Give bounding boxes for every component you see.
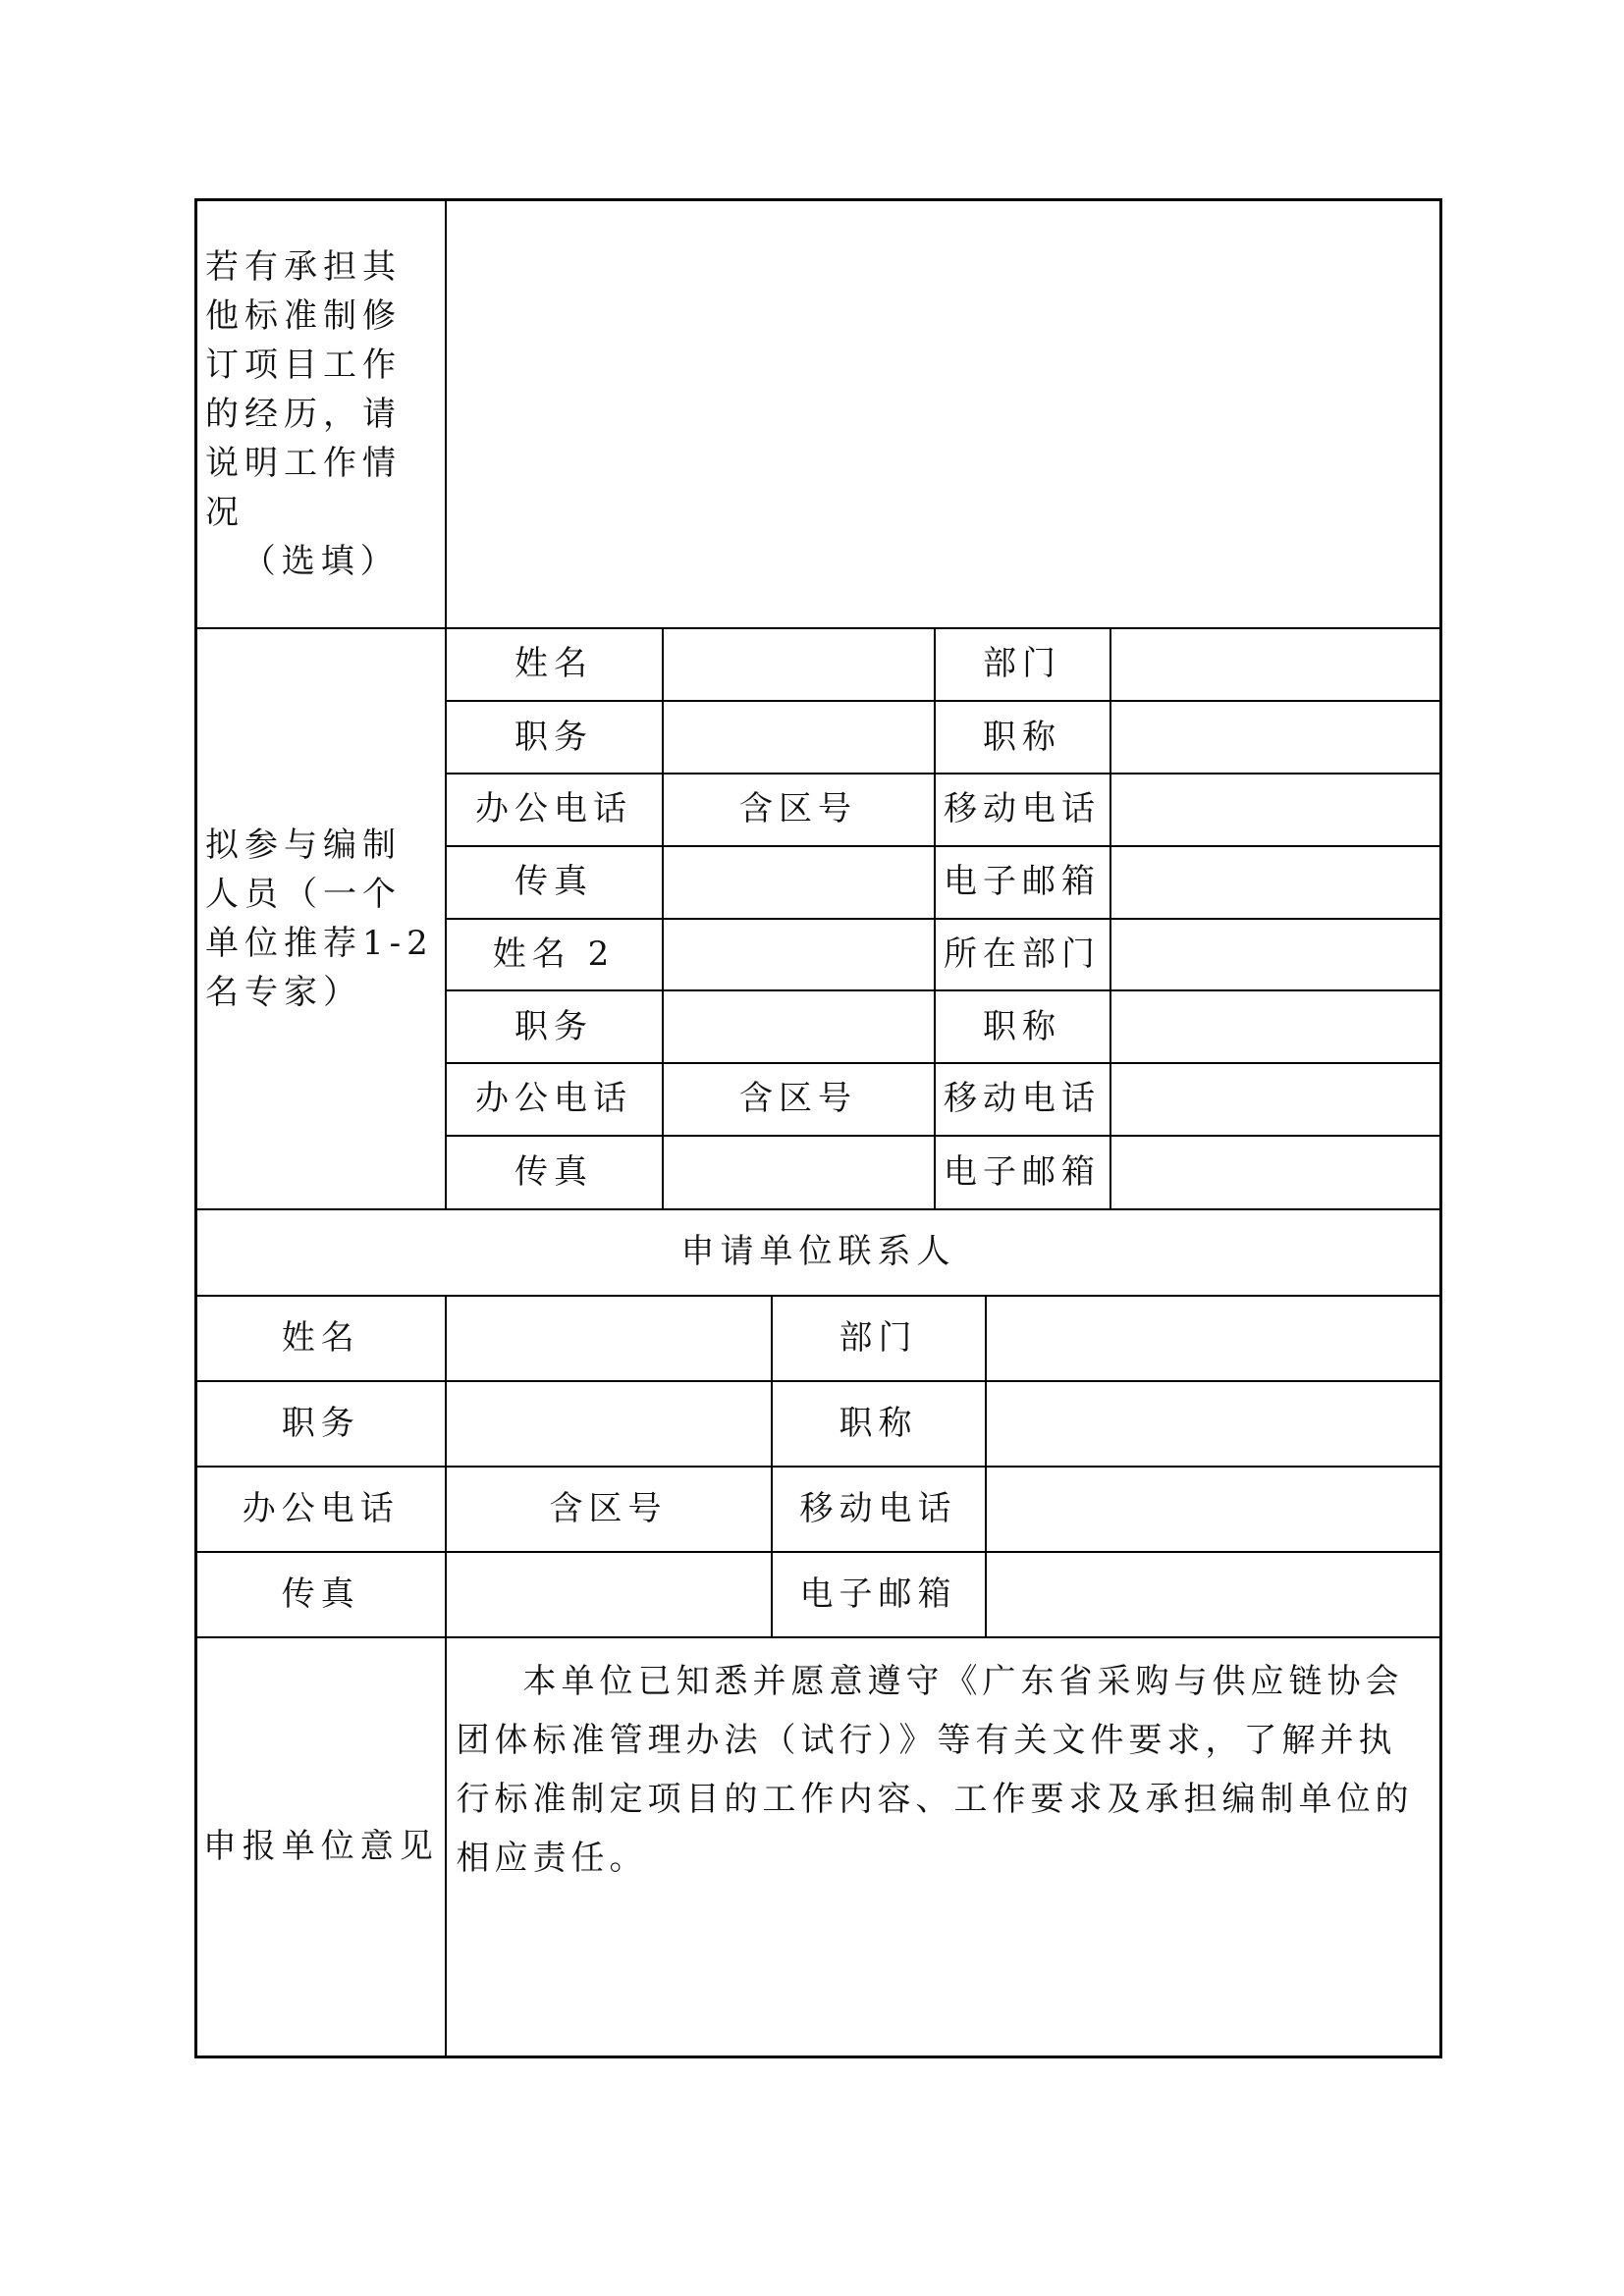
participant-row <box>447 629 1441 702</box>
participant-row <box>447 1136 1441 1208</box>
contact-title-row <box>196 1209 1441 1296</box>
experience-label-note: （选填） <box>242 541 400 581</box>
participant-office-phone-field[interactable]: 含区号 <box>663 774 935 846</box>
participant-email-2-label: 电子邮箱 <box>935 1136 1110 1208</box>
participant-mobile-label: 移动电话 <box>935 774 1110 846</box>
participant-fax-label: 传真 <box>447 846 663 919</box>
contact-mobile-label: 移动电话 <box>772 1467 986 1552</box>
contact-row <box>196 1381 1441 1467</box>
participant-fax-2-label: 传真 <box>447 1136 663 1208</box>
contact-row <box>196 1467 1441 1552</box>
application-form-table <box>194 198 1442 2058</box>
contact-fax-label: 传真 <box>196 1552 446 1637</box>
contact-position-field[interactable] <box>446 1381 772 1467</box>
participant-fax-2-field[interactable] <box>663 1136 935 1208</box>
contact-department-field[interactable] <box>986 1296 1441 1381</box>
participants-label-text: 拟参与编制人员（一个单位推荐1-2名专家） <box>205 825 434 1012</box>
experience-label-text: 若有承担其他标准制修订项目工作的经历，请说明工作情况 <box>205 246 402 532</box>
participant-row <box>447 990 1441 1063</box>
contact-office-phone-field[interactable]: 含区号 <box>446 1467 772 1552</box>
participant-office-phone-2-field[interactable]: 含区号 <box>663 1063 935 1136</box>
participants-grid-cell <box>446 628 1441 1209</box>
participant-row <box>447 1063 1441 1136</box>
contact-email-field[interactable] <box>986 1552 1441 1637</box>
experience-input-cell[interactable] <box>446 200 1441 628</box>
opinion-cell[interactable] <box>446 1637 1441 2057</box>
participant-email-label: 电子邮箱 <box>935 846 1110 919</box>
participant-mobile-field[interactable] <box>1110 774 1441 846</box>
participant-email-2-field[interactable] <box>1110 1136 1441 1208</box>
contact-title-field[interactable] <box>986 1381 1441 1467</box>
participant-title-2-field[interactable] <box>1110 990 1441 1063</box>
contact-title-label: 职称 <box>772 1381 986 1467</box>
participants-row <box>196 628 1441 1209</box>
contact-name-field[interactable] <box>446 1296 772 1381</box>
opinion-row <box>196 1637 1441 2057</box>
participant-position-label: 职务 <box>447 701 663 774</box>
participant-row <box>447 701 1441 774</box>
opinion-label: 申报单位意见 <box>196 1637 446 2057</box>
participant-name-label: 姓名 <box>514 644 593 684</box>
contact-position-label: 职务 <box>196 1381 446 1467</box>
opinion-statement: 本单位已知悉并愿意遵守《广东省采购与供应链协会团体标准管理办法（试行）》等有关文件要求，了解并执行标准制定项目的工作内容、工作要求及承担编制单位的相应责任。 <box>456 1661 1414 1878</box>
participant-department-2-label: 所在部门 <box>935 919 1110 991</box>
participant-mobile-2-label: 移动电话 <box>935 1063 1110 1136</box>
experience-label <box>196 200 446 628</box>
participant-position-2-label: 职务 <box>447 990 663 1063</box>
contact-section-title: 申请单位联系人 <box>196 1209 1441 1296</box>
participant-title-label: 职称 <box>935 701 1110 774</box>
participant-row <box>447 919 1441 991</box>
participant-department-2-field[interactable] <box>1110 919 1441 991</box>
contact-email-label: 电子邮箱 <box>772 1552 986 1637</box>
contact-row <box>196 1296 1441 1381</box>
participant-department-field[interactable] <box>1110 629 1441 702</box>
participant-email-field[interactable] <box>1110 846 1441 919</box>
contact-office-phone-label: 办公电话 <box>196 1467 446 1552</box>
participant-name-2-field[interactable] <box>663 919 935 991</box>
participant-row <box>447 846 1441 919</box>
participants-label <box>196 628 446 1209</box>
participant-office-phone-label: 办公电话 <box>447 774 663 846</box>
contact-mobile-field[interactable] <box>986 1467 1441 1552</box>
experience-row <box>196 200 1441 628</box>
participants-grid <box>447 629 1441 1208</box>
participant-department-label: 部门 <box>935 629 1110 702</box>
contact-department-label: 部门 <box>772 1296 986 1381</box>
participant-name-field[interactable] <box>663 629 935 702</box>
participant-row <box>447 774 1441 846</box>
participant-position-2-field[interactable] <box>663 990 935 1063</box>
contact-row <box>196 1552 1441 1637</box>
contact-fax-field[interactable] <box>446 1552 772 1637</box>
participant-mobile-2-field[interactable] <box>1110 1063 1441 1136</box>
participant-title-2-label: 职称 <box>935 990 1110 1063</box>
participant-office-phone-2-label: 办公电话 <box>447 1063 663 1136</box>
participant-title-field[interactable] <box>1110 701 1441 774</box>
participant-fax-field[interactable] <box>663 846 935 919</box>
participant-name-2-label: 姓名 2 <box>447 919 663 991</box>
participant-position-field[interactable] <box>663 701 935 774</box>
contact-name-label: 姓名 <box>196 1296 446 1381</box>
